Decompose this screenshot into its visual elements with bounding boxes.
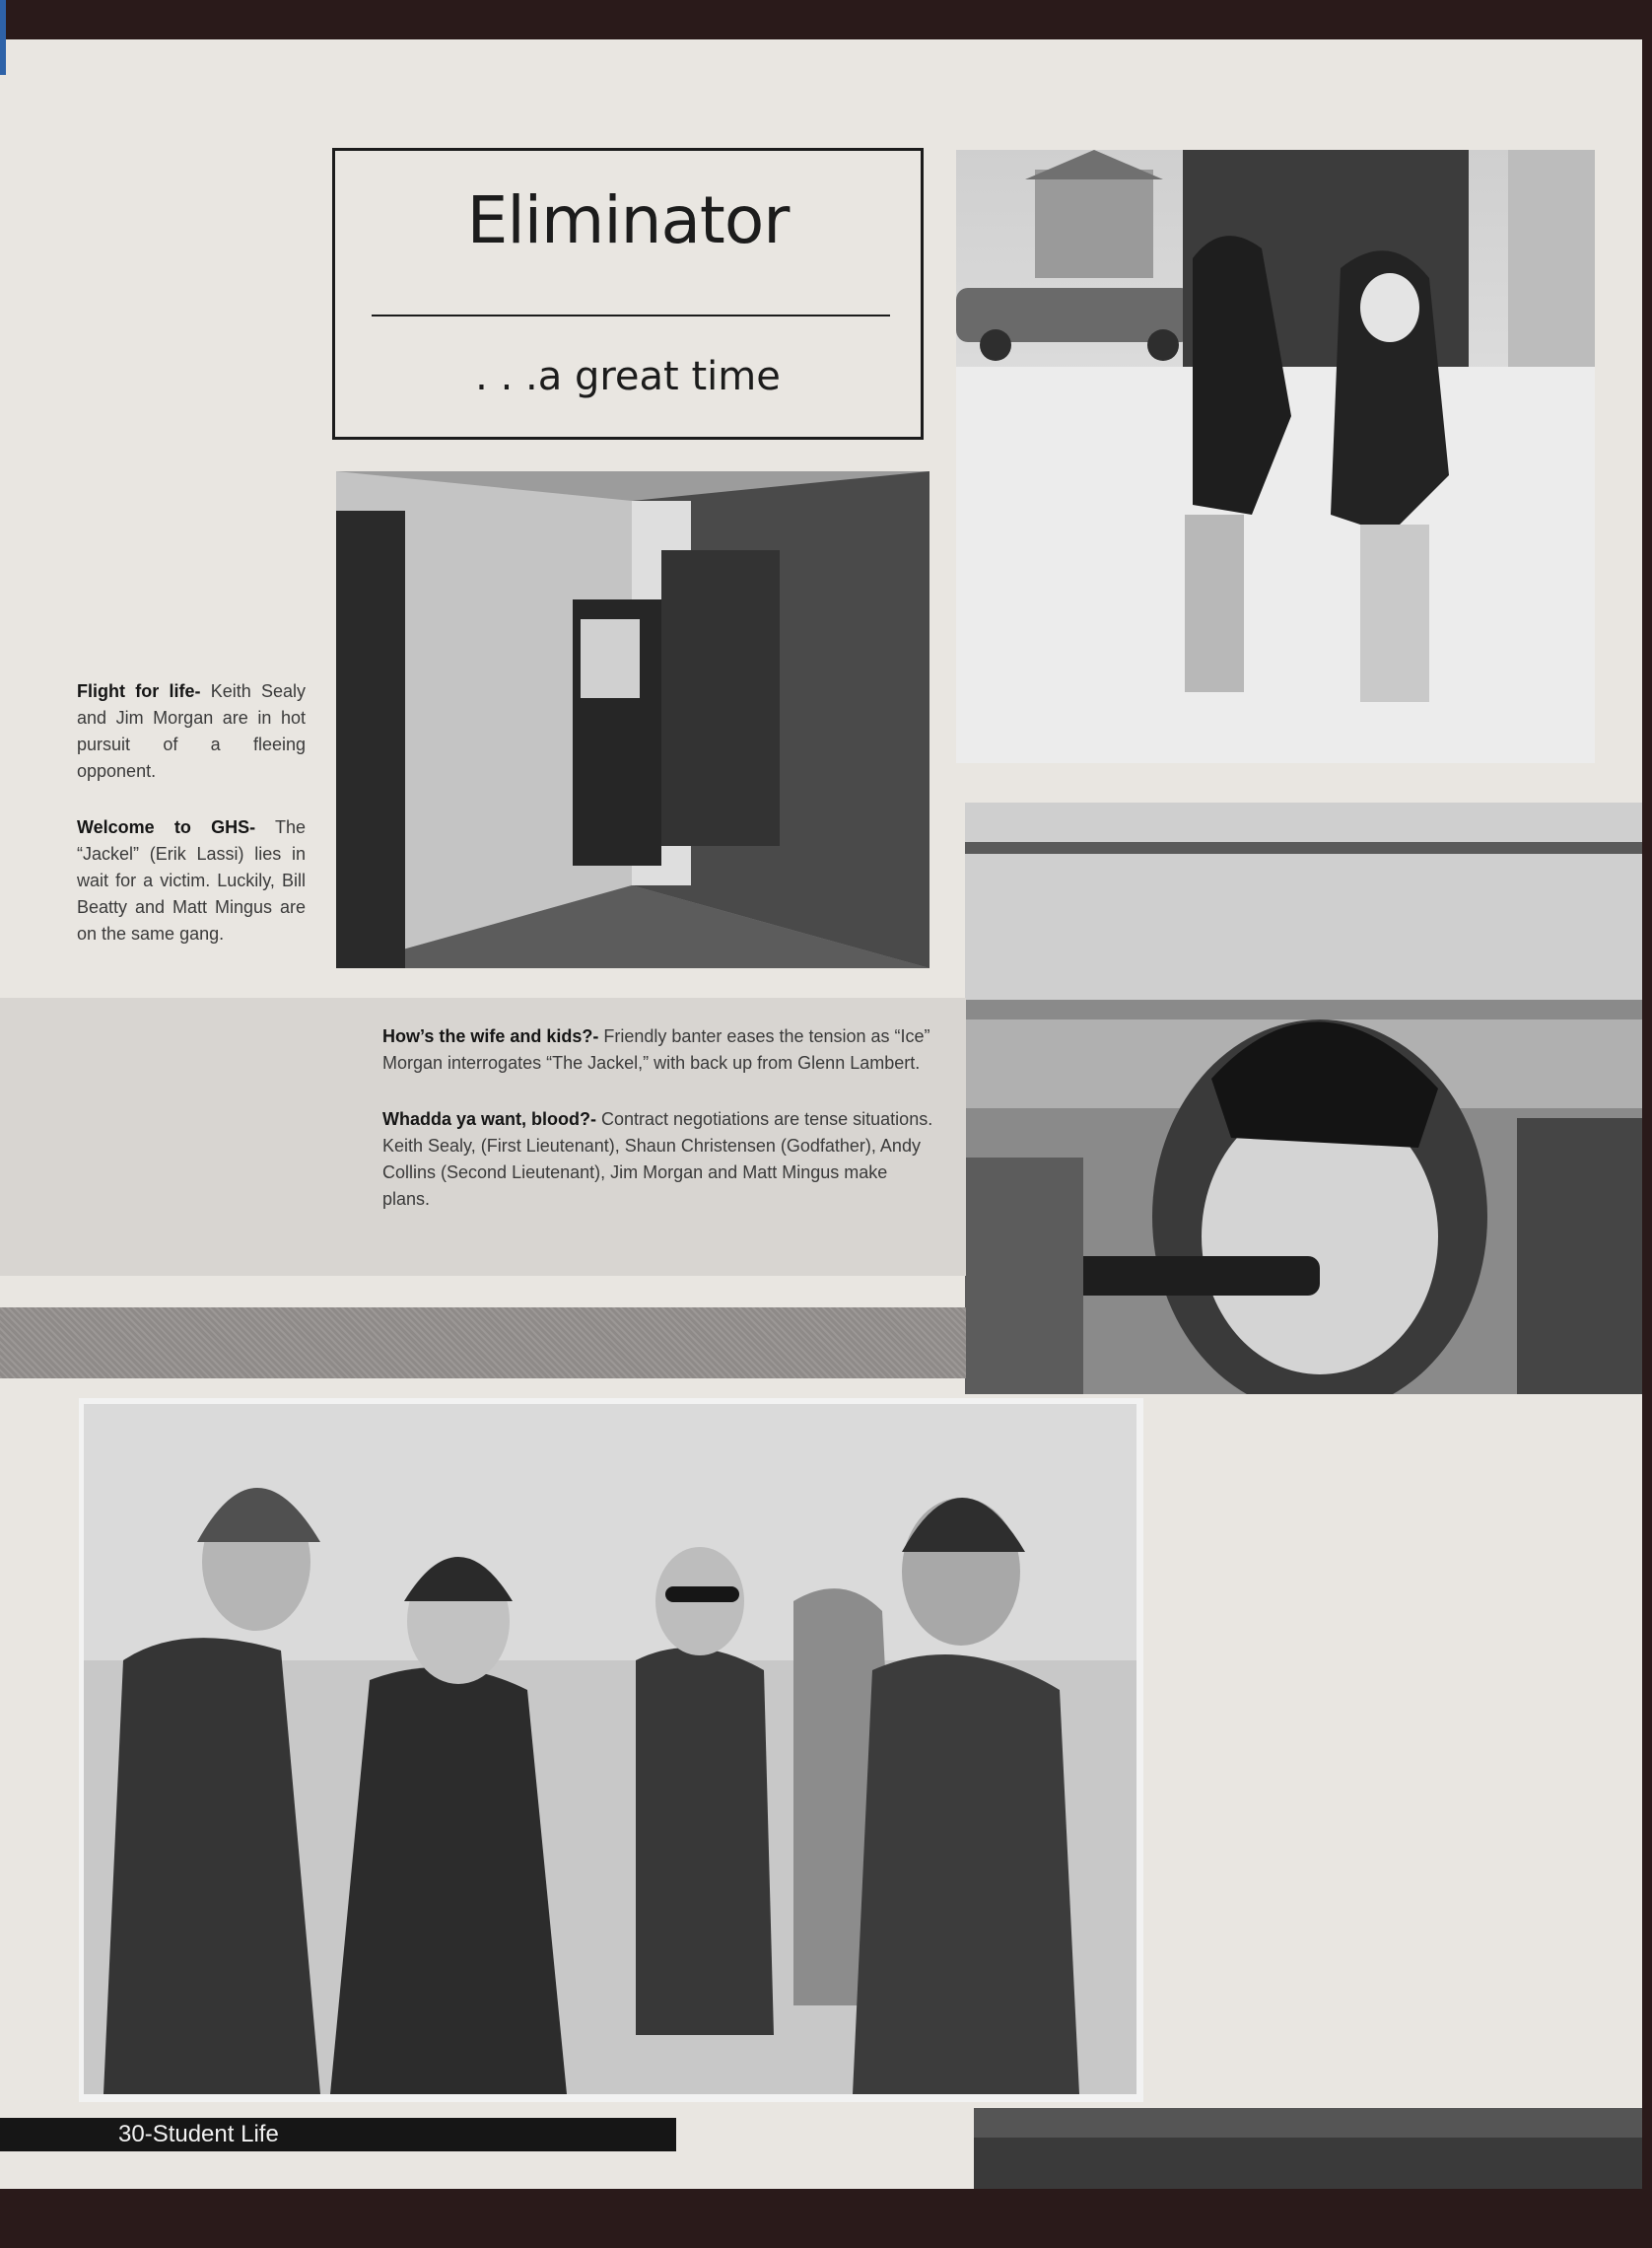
footer-bar	[0, 2118, 676, 2151]
caption-welcome-to-ghs	[77, 814, 306, 948]
caption-lead: Whadda ya want, blood?-	[382, 1109, 596, 1129]
page-title: Eliminator	[466, 182, 790, 258]
scan-edge-mark	[0, 0, 6, 75]
caption-lead: Welcome to GHS-	[77, 817, 256, 837]
page-subtitle: . . .a great time	[475, 354, 781, 399]
photo-snow-chase	[956, 150, 1595, 763]
caption-text: Keith Sealy and Jim Morgan are in hot pursuit of a fleeing opponent.	[77, 681, 307, 781]
caption-wife-and-kids	[382, 1023, 934, 1077]
caption-lead: How’s the wife and kids?-	[382, 1026, 599, 1046]
photo-hallway	[336, 471, 929, 968]
caption-whadda-ya-want	[382, 1106, 934, 1213]
photo-group-frame	[79, 1398, 1143, 2102]
page-folio: 30-Student Life	[118, 2121, 279, 2147]
photo-interrogation	[965, 803, 1642, 1394]
caption-text: Contract negotiations are tense situations. Keith Sealy, (First Lieutenant), Shaun Christensen (Godfather), Andy Collins (Second Lieutenant), Jim Morgan and Matt Mingus make plans.	[382, 1109, 933, 1209]
caption-lead: Flight for life-	[77, 681, 201, 701]
caption-flight-for-life	[77, 678, 306, 785]
hatched-divider-bar	[0, 1307, 966, 1378]
title-box	[332, 148, 924, 440]
title-divider	[372, 315, 890, 316]
caption-column-middle	[382, 1023, 934, 1242]
caption-text: Friendly banter eases the tension as “Ice” Morgan interrogates “The Jackel,” with back up from Glenn Lambert.	[382, 1026, 930, 1073]
caption-text: The “Jackel” (Erik Lassi) lies in wait for a victim. Luckily, Bill Beatty and Matt Mingus are on the same gang.	[77, 817, 306, 944]
photo-bottom-strip	[974, 2108, 1642, 2189]
photo-group-meeting	[84, 1404, 1136, 2094]
caption-column-left	[77, 678, 306, 977]
